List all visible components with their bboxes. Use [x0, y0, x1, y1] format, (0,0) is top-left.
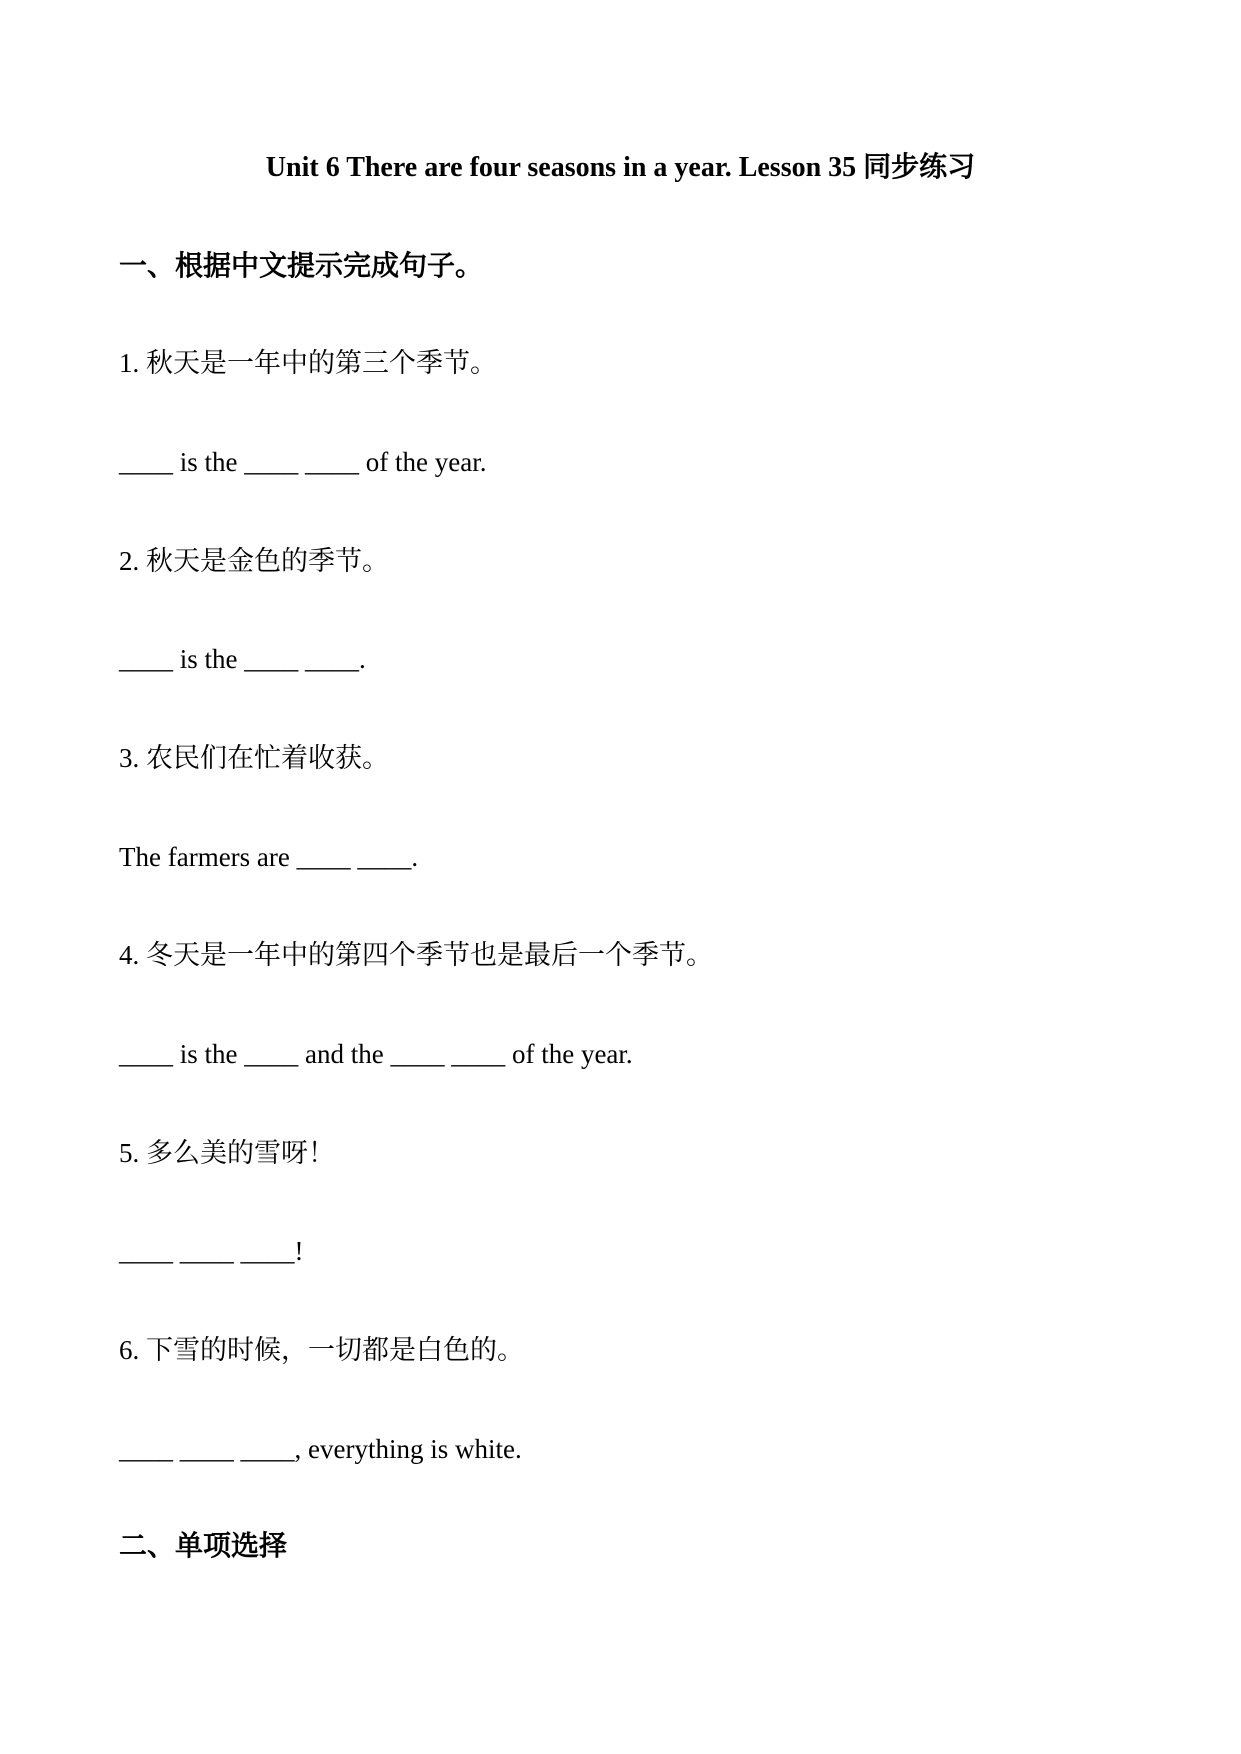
- question-1-prompt: 1. 秋天是一年中的第三个季节。: [119, 348, 497, 378]
- question-4-answer-line: ____ is the ____ and the ____ ____ of the year.: [119, 1039, 633, 1069]
- section-heading-1: 一、根据中文提示完成句子。: [119, 251, 484, 282]
- question-2-answer-line: ____ is the ____ ____.: [119, 644, 366, 674]
- question-3-prompt: 3. 农民们在忙着收获。: [119, 743, 389, 773]
- section-heading-2: 二、单项选择: [119, 1531, 288, 1562]
- question-3-answer-line: The farmers are ____ ____.: [119, 842, 419, 872]
- question-2-prompt: 2. 秋天是金色的季节。: [119, 546, 389, 576]
- question-1-answer-line: ____ is the ____ ____ of the year.: [119, 447, 487, 477]
- question-6-answer-line: ____ ____ ____, everything is white.: [119, 1434, 522, 1464]
- question-6-prompt: 6. 下雪的时候，一切都是白色的。: [119, 1335, 524, 1365]
- document-title: Unit 6 There are four seasons in a year. Lesson 35 同步练习: [265, 152, 976, 183]
- question-5-answer-line: ____ ____ ____!: [119, 1236, 304, 1266]
- question-4-prompt: 4. 冬天是一年中的第四个季节也是最后一个季节。: [119, 940, 713, 970]
- question-5-prompt: 5. 多么美的雪呀！: [119, 1138, 335, 1168]
